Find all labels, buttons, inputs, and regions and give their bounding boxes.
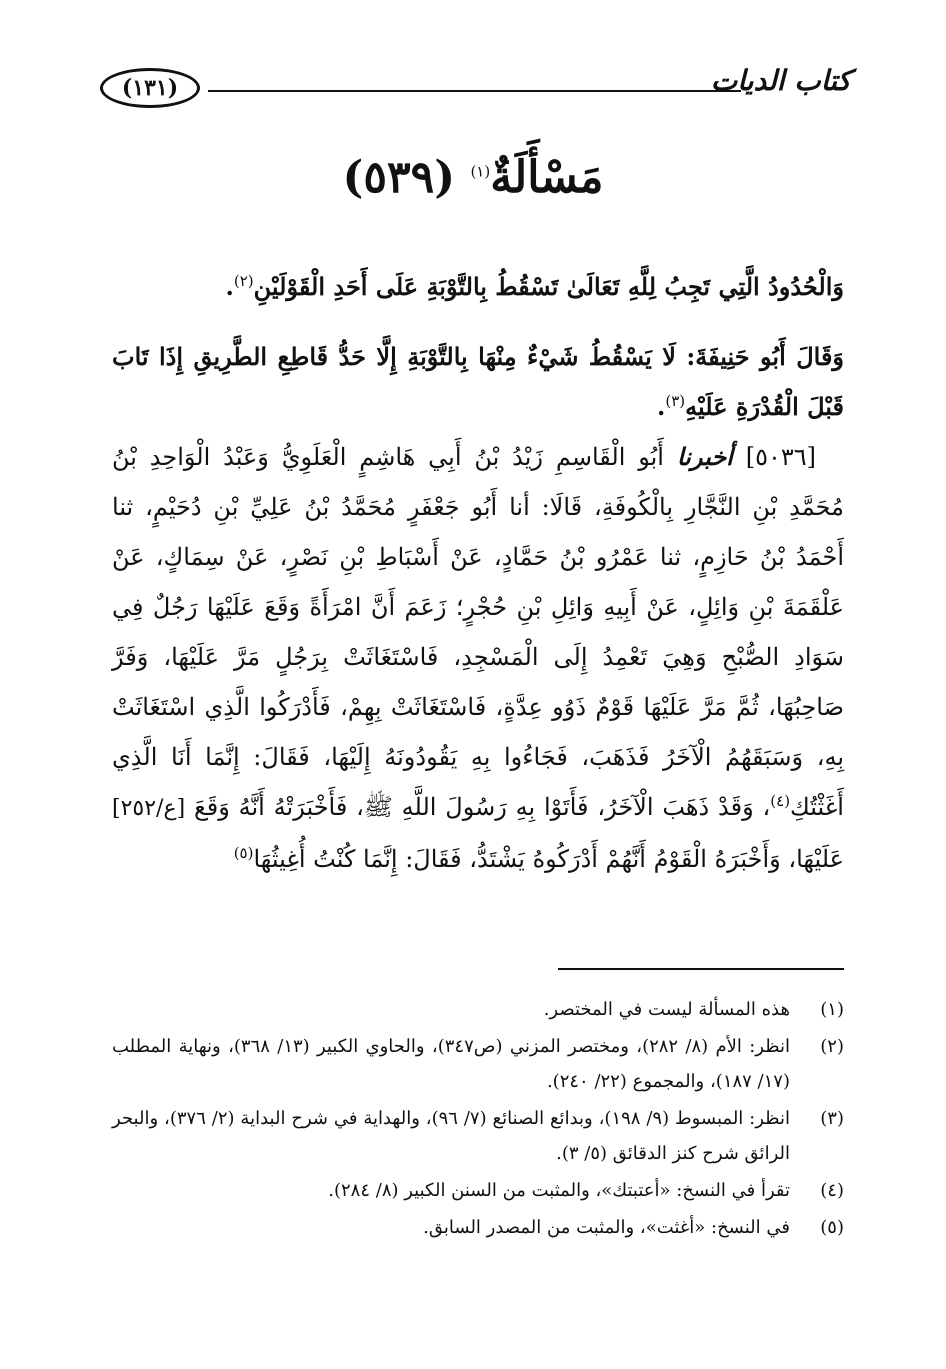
abu-hanifa-end: . [657, 392, 666, 421]
abu-hanifa-footnote-mark: (٣) [665, 392, 686, 410]
page-number-text: (١٣١) [121, 75, 179, 101]
footnote-number: (٣) [820, 1108, 844, 1129]
footnote-number: (٤) [820, 1180, 844, 1201]
footnote-divider [558, 968, 844, 970]
statement-text: وَالْحُدُودُ الَّتِي تَجِبُ لِلَّهِ تَعَالَىٰ تَسْقُطُ بِالتَّوْبَةِ عَلَى أَحَدِ الْقَوْلَيْنِ [253, 272, 844, 301]
footnote-number: (١) [820, 999, 844, 1020]
paragraph-gap [112, 312, 844, 332]
abu-hanifa-paragraph [112, 332, 844, 432]
footnote [112, 1029, 844, 1099]
footnote-text: تقرأ في النسخ: «أعتبتك»، والمثبت من السنن الكبير (٨/ ٢٨٤). [328, 1180, 790, 1201]
narration-footnote-mark-4: (٤) [770, 792, 791, 810]
narration-reporting-word: أخبرنا [676, 442, 733, 471]
narration-text-1: أَبُو الْقَاسِمِ زَيْدُ بْنُ أَبِي هَاشِمٍ الْعَلَوِيُّ وَعَبْدُ الْوَاحِدِ بْنُ مُحَمَّدِ بْنِ النَّجَّارِ بِالْكُوفَةِ، قَالَا: أنا أَبُو جَعْفَرٍ مُحَمَّدُ بْنُ عَلِيِّ بْنِ دُحَيْمٍ، ثنا أَحْمَدُ بْنُ حَازِمٍ، ثنا عَمْرُو بْنُ حَمَّادٍ، عَنْ أَسْبَاطِ بْنِ نَصْرٍ، عَنْ سِمَاكٍ، عَنْ عَلْقَمَةَ بْنِ وَائِلٍ، عَنْ أَبِيهِ وَائِلِ بْنِ حُجْرٍ؛ زَعَمَ أَنَّ امْرَأَةً وَقَعَ عَلَيْهَا رَجُلٌ فِي سَوَادِ الصُّبْحِ وَهِيَ تَعْمِدُ إِلَى الْمَسْجِدِ، فَاسْتَغَاثَتْ بِرَجُلٍ مَرَّ عَلَيْهَا، وَفَرَّ صَاحِبُهَا، ثُمَّ مَرَّ عَلَيْهَا قَوْمٌ ذَوُو عِدَّةٍ، فَاسْتَغَاثَتْ بِهِمْ، فَأَدْرَكُوا الَّذِي اسْتَغَاثَتْ بِهِ، وَسَبَقَهُمُ الْآخَرُ فَذَهَبَ، فَجَاءُوا بِهِ يَقُودُونَهُ إِلَيْهَا، فَقَالَ: إِنَّمَا أَنَا الَّذِي أَغَثْتُكِ [112, 443, 844, 821]
narration-number: [٥٠٣٦] [745, 443, 816, 471]
issue-word: مَسْأَلَةٌ [490, 152, 604, 203]
footnote-text: انظر: المبسوط (٩/ ١٩٨)، وبدائع الصنائع (٧/ ٩٦)، والهداية في شرح البداية (٢/ ٣٧٦)، والبحر الرائق شرح كنز الدقائق (٥/ ٣). [112, 1108, 790, 1164]
abu-hanifa-text: وَقَالَ أَبُو حَنِيفَةَ: لَا يَسْقُطُ شَيْءٌ مِنْهَا بِالتَّوْبَةِ إِلَّا حَدُّ قَاطِعِ الطَّرِيقِ إِذَا تَابَ قَبْلَ الْقُدْرَةِ عَلَيْهِ [112, 342, 844, 421]
statement-footnote-mark: (٢) [233, 272, 254, 290]
running-header [100, 60, 851, 120]
footnote-text: في النسخ: «أغثت»، والمثبت من المصدر السابق. [423, 1217, 790, 1238]
footnote [112, 1210, 844, 1245]
statement-paragraph [112, 262, 844, 312]
footnote [112, 992, 844, 1027]
narration-text-3: عَلَيْهَا، وَأَخْبَرَهُ الْقَوْمُ أَنَّهُمْ أَدْرَكُوهُ يَشْتَدُّ، فَقَالَ: إِنَّمَا كُنْتُ أُغِيثُهَا [253, 845, 844, 873]
issue-heading [0, 152, 946, 203]
narration-text-2: ، وَقَدْ ذَهَبَ الْآخَرُ، فَأَتَوْا بِهِ رَسُولَ اللَّهِ ﷺ، فَأَخْبَرَتْهُ أَنَّهُ وَقَعَ [193, 793, 771, 821]
running-header-title: كتاب الديات [710, 64, 851, 97]
footnote-number: (٢) [820, 1036, 844, 1057]
footnote-text: انظر: الأم (٨/ ٢٨٢)، ومختصر المزني (ص٣٤٧)، والحاوي الكبير (١٣/ ٣٦٨)، ونهاية المطلب (١٧/ ١٨٧)، والمجموع (٢٢/ ٢٤٠). [112, 1036, 791, 1092]
footnote-number: (٥) [820, 1217, 844, 1238]
statement-end: . [225, 272, 234, 301]
main-text [112, 262, 844, 884]
issue-footnote-mark: (١) [470, 162, 491, 181]
footnote [112, 1101, 844, 1171]
footnote-text: هذه المسألة ليست في المختصر. [543, 999, 790, 1020]
manuscript-ref-tag: [ع/٢٥٢] [112, 796, 186, 821]
narration-footnote-mark-5: (٥) [233, 844, 254, 862]
footnote [112, 1173, 844, 1208]
footnotes [112, 992, 844, 1247]
header-rule [208, 90, 741, 92]
narration-paragraph [112, 432, 844, 884]
page-number [100, 68, 200, 108]
issue-number: (٥٣٩) [342, 152, 456, 203]
